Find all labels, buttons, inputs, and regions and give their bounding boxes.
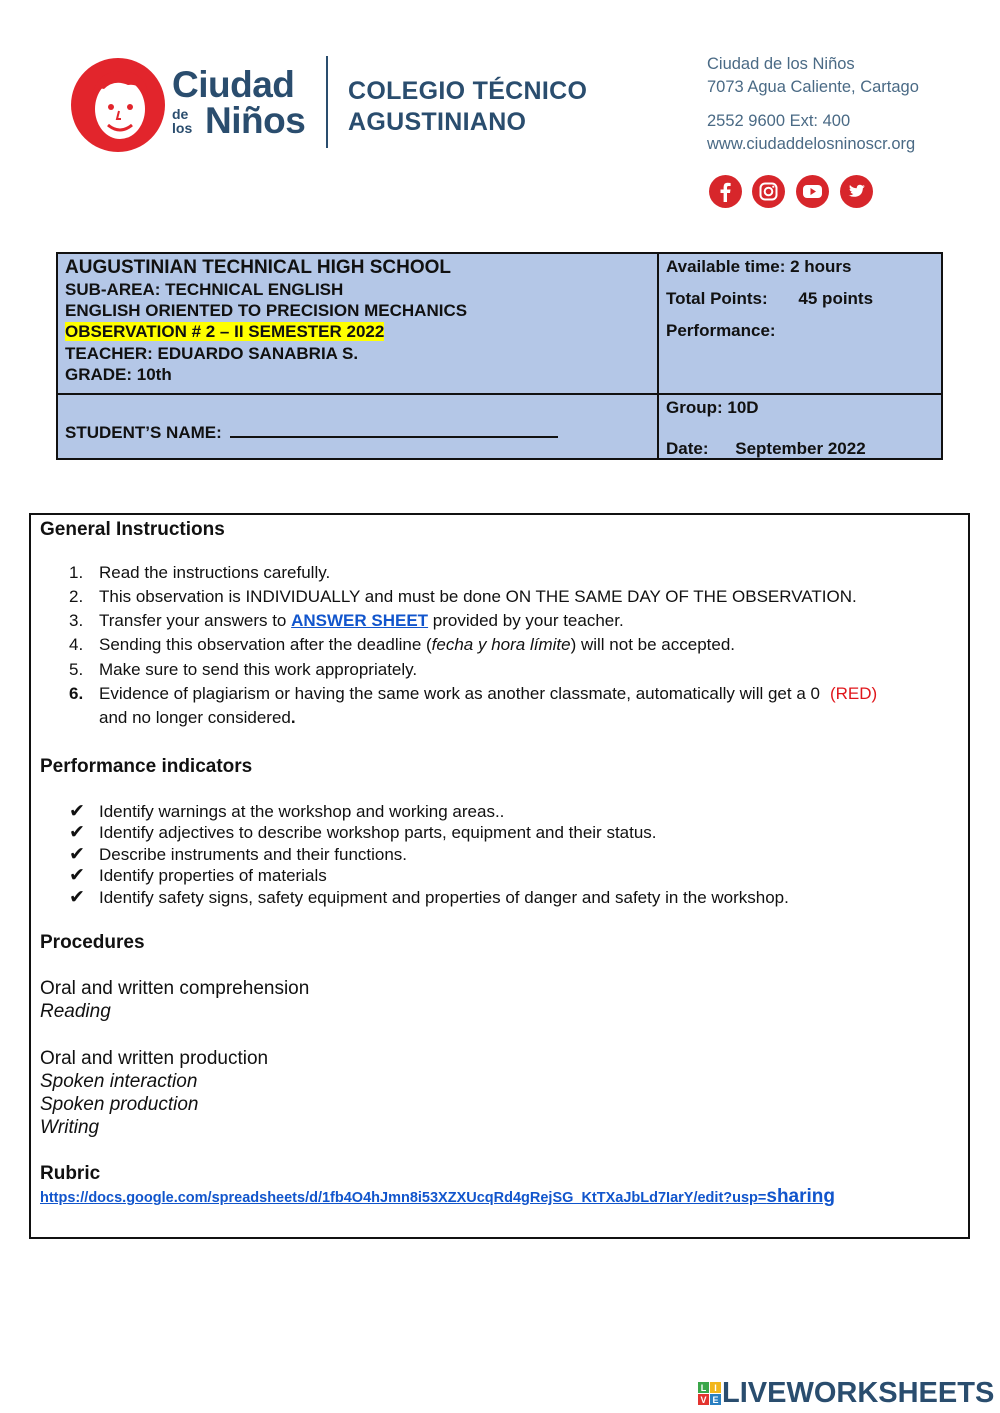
indicator-item: Describe instruments and their functions. xyxy=(99,845,408,864)
available-time: Available time: 2 hours xyxy=(666,257,852,276)
procedure-reading: Reading xyxy=(40,1001,111,1022)
item-period: . xyxy=(290,708,296,727)
item-text: Sending this observation after the deadline ( xyxy=(99,635,432,654)
procedure-spoken-interaction: Spoken interaction xyxy=(40,1071,198,1092)
observation-title xyxy=(65,321,384,342)
youtube-icon[interactable] xyxy=(796,175,829,208)
course-name: ENGLISH ORIENTED TO PRECISION MECHANICS xyxy=(65,301,468,320)
general-instructions-title: General Instructions xyxy=(40,519,225,540)
twitter-icon[interactable] xyxy=(840,175,873,208)
procedure-writing: Writing xyxy=(40,1117,100,1138)
brand-name-line1: Ciudad xyxy=(172,64,295,105)
facebook-icon[interactable] xyxy=(709,175,742,208)
contact-website[interactable]: www.ciudaddelosninoscr.org xyxy=(707,135,916,153)
red-note: (RED) xyxy=(829,684,878,703)
instructions-box xyxy=(29,513,970,1239)
total-points-value: 45 points xyxy=(798,289,874,308)
rubric-url: https://docs.google.com/spreadsheets/d/1fb4O4hJmn8i53XZXUcqRd4gRejSG_KtTXaJbLd7IarY/edit?usp= xyxy=(40,1190,767,1206)
instruction-item-continuation xyxy=(99,709,296,726)
checkmark-icon: ✔ xyxy=(69,887,85,908)
rubric-link[interactable] xyxy=(40,1187,835,1206)
procedures-title: Procedures xyxy=(40,932,145,953)
instruction-item xyxy=(99,612,624,629)
rubric-url-tail: sharing xyxy=(766,1186,835,1207)
liveworksheets-watermark: LIVEWORKSHEETS xyxy=(722,1377,995,1409)
student-name-field[interactable] xyxy=(230,418,558,438)
item-text: Evidence of plagiarism or having the same work as another classmate, automatically will get a 0 xyxy=(99,684,820,703)
contact-name: Ciudad de los Niños xyxy=(707,55,855,73)
info-table xyxy=(56,252,943,460)
total-points-label: Total Points: xyxy=(666,289,768,308)
item-text: and no longer considered xyxy=(99,708,291,727)
date-value: September 2022 xyxy=(735,439,866,458)
item-text: ) will not be accepted. xyxy=(570,635,735,654)
instruction-item: This observation is INDIVIDUALLY and must be done ON THE SAME DAY OF THE OBSERVATION. xyxy=(99,587,857,606)
checkmark-icon: ✔ xyxy=(69,865,85,886)
total-points xyxy=(666,288,873,309)
child-face-logo-icon xyxy=(70,57,166,153)
instruction-item xyxy=(99,636,735,653)
logo-letter: L xyxy=(700,1383,707,1393)
checkmark-icon: ✔ xyxy=(69,801,85,822)
performance-indicators-title: Performance indicators xyxy=(40,756,253,777)
item-text: provided by your teacher. xyxy=(428,611,624,630)
procedure-comprehension: Oral and written comprehension xyxy=(40,978,310,999)
deadline-italic: fecha y hora límite xyxy=(431,635,571,654)
item-number: 5. xyxy=(69,660,84,679)
indicator-item: Identify warnings at the workshop and working areas.. xyxy=(99,802,505,821)
school-name-line1: COLEGIO TÉCNICO xyxy=(348,77,588,105)
item-number: 6. xyxy=(69,684,84,703)
checkmark-icon: ✔ xyxy=(69,822,85,843)
logo-letter: V xyxy=(700,1395,707,1405)
contact-address: 7073 Agua Caliente, Cartago xyxy=(707,78,919,96)
student-name-label: STUDENT’S NAME: xyxy=(65,423,222,442)
group: Group: 10D xyxy=(666,398,759,417)
logo-letter: I xyxy=(714,1383,717,1393)
item-number: 2. xyxy=(69,587,84,606)
brand-divider xyxy=(326,56,328,148)
indicator-item: Identify safety signs, safety equipment and properties of danger and safety in the workshop. xyxy=(99,888,789,907)
item-number: 4. xyxy=(69,635,84,654)
item-text: Transfer your answers to xyxy=(99,611,292,630)
grade: GRADE: 10th xyxy=(65,365,172,384)
checkmark-icon: ✔ xyxy=(69,844,85,865)
liveworksheets-logo-icon xyxy=(698,1382,722,1406)
indicator-item: Identify adjectives to describe workshop parts, equipment and their status. xyxy=(99,823,657,842)
instagram-icon[interactable] xyxy=(752,175,785,208)
brand-los: los xyxy=(172,120,193,136)
procedure-production: Oral and written production xyxy=(40,1048,269,1069)
instruction-item: Read the instructions carefully. xyxy=(99,563,331,582)
procedure-spoken-production: Spoken production xyxy=(40,1094,199,1115)
instruction-item xyxy=(99,685,877,702)
brand-de: de xyxy=(172,106,189,122)
item-number: 1. xyxy=(69,563,84,582)
school-name-line2: AGUSTINIANO xyxy=(348,108,527,136)
table-divider-horizontal xyxy=(58,393,941,395)
observation-highlight: OBSERVATION # 2 – II SEMESTER 2022 xyxy=(65,322,385,341)
subarea: SUB-AREA: TECHNICAL ENGLISH xyxy=(65,280,344,299)
logo-letter: E xyxy=(712,1395,719,1405)
instruction-item: Make sure to send this work appropriately. xyxy=(99,660,418,679)
student-name-row xyxy=(65,418,558,443)
date-label: Date: xyxy=(666,439,709,458)
answer-sheet-link[interactable]: ANSWER SHEET xyxy=(291,611,429,630)
item-number: 3. xyxy=(69,611,84,630)
table-divider-vertical xyxy=(657,254,659,458)
school-title: AUGUSTINIAN TECHNICAL HIGH SCHOOL xyxy=(65,257,451,278)
teacher: TEACHER: EDUARDO SANABRIA S. xyxy=(65,344,359,363)
contact-phone: 2552 9600 Ext: 400 xyxy=(707,112,851,130)
rubric-title: Rubric xyxy=(40,1163,101,1184)
performance-label: Performance: xyxy=(666,321,776,340)
date xyxy=(666,438,866,459)
indicator-item: Identify properties of materials xyxy=(99,866,327,885)
brand-name-line2: Niños xyxy=(205,100,306,141)
